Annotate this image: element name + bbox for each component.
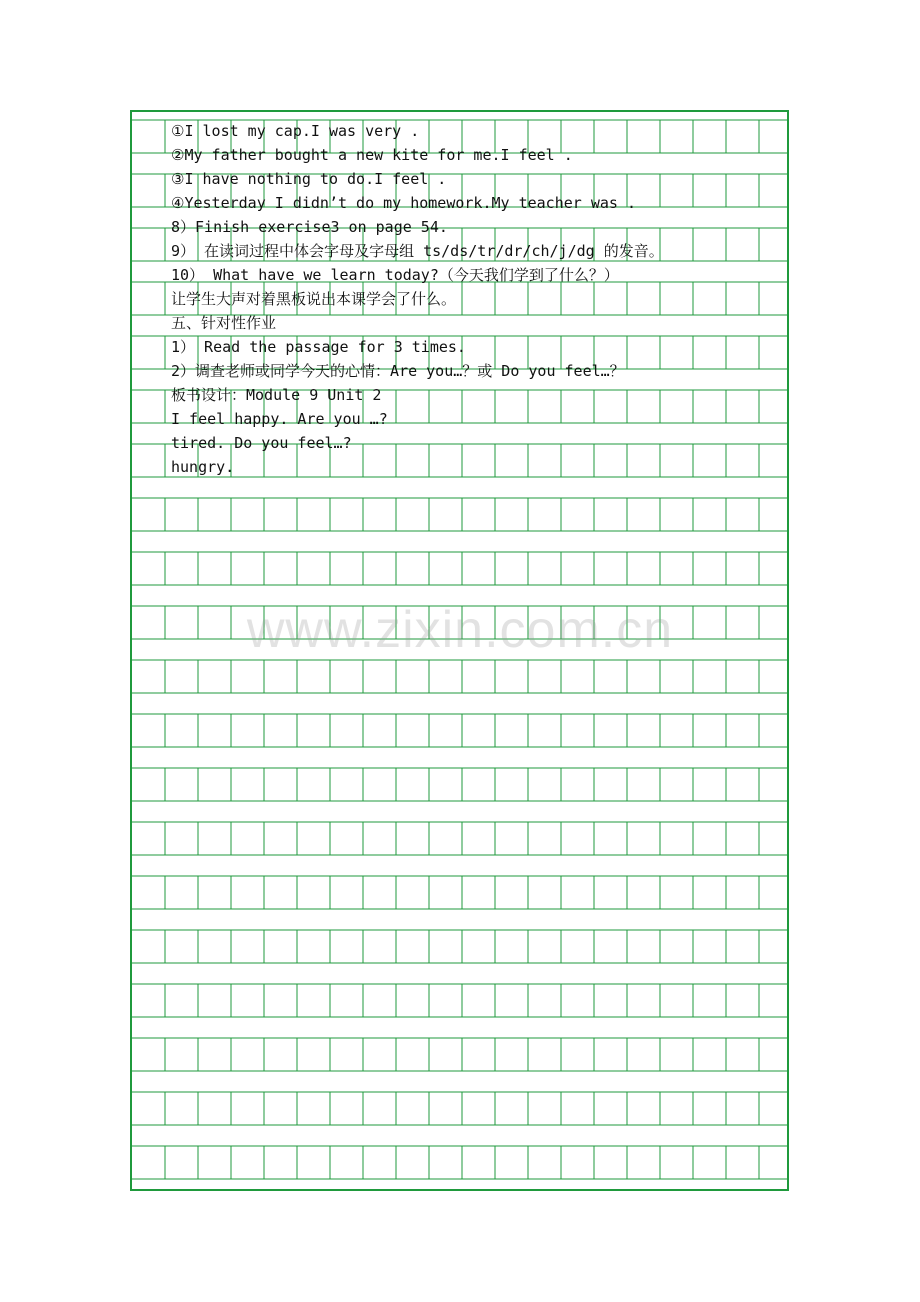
text-line-10: 1） Read the passage for 3 times. [171,338,466,356]
text-line-6: 9） 在读词过程中体会字母及字母组 ts/ds/tr/dr/ch/j/dg 的发音。 [171,242,664,260]
text-line-5: 8）Finish exercise3 on page 54. [171,218,448,236]
text-line-13: I feel happy. Are you …? [171,410,388,428]
text-line-1: ①I lost my cap.I was very . [171,122,420,140]
text-line-9: 五、针对性作业 [171,314,277,332]
document-text [171,119,771,479]
text-line-14: tired. Do you feel…? [171,434,352,452]
grid-paper [130,110,789,1191]
text-line-12: 板书设计：Module 9 Unit 2 [171,386,382,404]
text-line-15: hungry. [171,458,235,476]
text-line-4: ④Yesterday I didn’t do my homework.My teacher was . [171,194,636,212]
text-line-11: 2）调查老师或同学今天的心情：Are you…？或 Do you feel…？ [171,362,625,380]
text-line-8: 让学生大声对着黑板说出本课学会了什么。 [171,290,457,308]
text-line-7: 10） What have we learn today?（今天我们学到了什么？） [171,266,619,284]
text-line-3: ③I have nothing to do.I feel . [171,170,447,188]
text-line-2: ②My father bought a new kite for me.I feel . [171,146,573,164]
watermark: www.zixin.com.cn [246,601,674,659]
